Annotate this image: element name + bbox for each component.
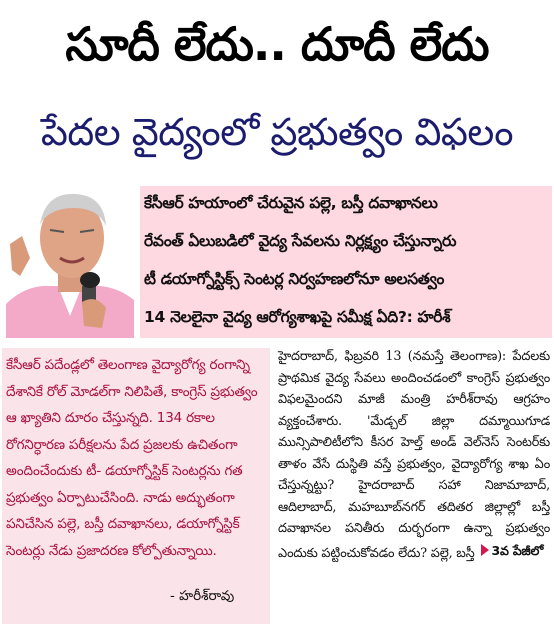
key-point: కేసీఆర్ హయాంలో చేరువైన పల్లె, బస్తీ దవాఖానలు — [144, 194, 438, 212]
key-point: 14 నెలలైనా వైద్య ఆరోగ్యశాఖపై సమీక్ష ఏది?: హరీశ్ — [144, 308, 451, 326]
key-points-box — [140, 186, 552, 338]
arrow-right-icon — [481, 544, 489, 556]
key-point: టీ డయాగ్నోస్టిక్స్ సెంటర్ల నిర్వహణలోనూ అలసత్వం — [144, 270, 445, 288]
person-photo — [6, 186, 134, 338]
article-column — [278, 346, 550, 624]
article-body — [278, 346, 550, 564]
headline: సూదీ లేదు.. దూదీ లేదు — [65, 17, 489, 71]
person-photo-illustration — [6, 186, 134, 338]
continued-label: 3వ పేజీలో — [491, 542, 544, 558]
quote-author: - హరీశ్‌రావు — [170, 588, 235, 604]
key-point: రేవంత్ ఏలుబడిలో వైద్య సేవలను నిర్లక్ష్యం చేస్తున్నారు — [144, 232, 457, 250]
subheadline: పేదల వైద్యంలో ప్రభుత్వం విఫలం — [40, 110, 514, 154]
quote-box — [2, 348, 270, 624]
article-text: పేదలకు ప్రాథమిక వైద్య సేవలు అందించడంలో కాంగ్రెస్ ప్రభుత్వం విఫలమైందని మాజీ మంత్రి హరీశ్‌రావు ఆగ్రహం వ్యక్తంచేశారు. 'మేడ్చల్ జిల్లా దమ్మాయిగూడ మున్సిపాలిటీలోని కీసర హెల్త్ అండ్ వెల్‌నెస్ సెంటర్‌కు తాళం వేసే దుస్థితి వస్తే ప్రభుత్వం, వైద్యారోగ్య శాఖ ఏం చేస్తున్నట్టు? హైదరాబాద్ సహా నిజామాబాద్, ఆదిలాబాద్, మహబూబ్‌నగర్ తదితర జిల్లాల్లో బస్తీ దవాఖానల పనితీరు దుర్భరంగా ఉన్నా ప్రభుత్వం ఎందుకు పట్టించుకోవడం లేదు? పల్లె, బస్తీ — [278, 349, 550, 561]
continued-marker — [481, 540, 544, 562]
dateline: హైదరాబాద్, ఫిబ్రవరి 13 (నమస్తే తెలంగాణ): — [278, 349, 506, 364]
quote-text: కేసీఆర్ పదేండ్లలో తెలంగాణ వైద్యారోగ్య రంగాన్ని దేశానికే రోల్ మోడల్‌గా నిలిపితే, కాంగ్రెస్ ప్రభుత్వం ఆ ఖ్యాతిని దూరం చేస్తున్నది. 134 రకాల రోగనిర్ధారణ పరీక్షలను పేద ప్రజలకు ఉచితంగా అందించేందుకు టీ- డయాగ్నోస్టిక్ సెంటర్లను గత ప్రభుత్వం ఏర్పాటుచేసింది. నాడు అద్భుతంగా పనిచేసిన పల్లె, బస్తీ దవాఖానలు, డయాగ్నోస్టిక్ సెంటర్లు నేడు ప్రజాదరణ కోల్పోతున్నాయి. — [6, 357, 258, 559]
